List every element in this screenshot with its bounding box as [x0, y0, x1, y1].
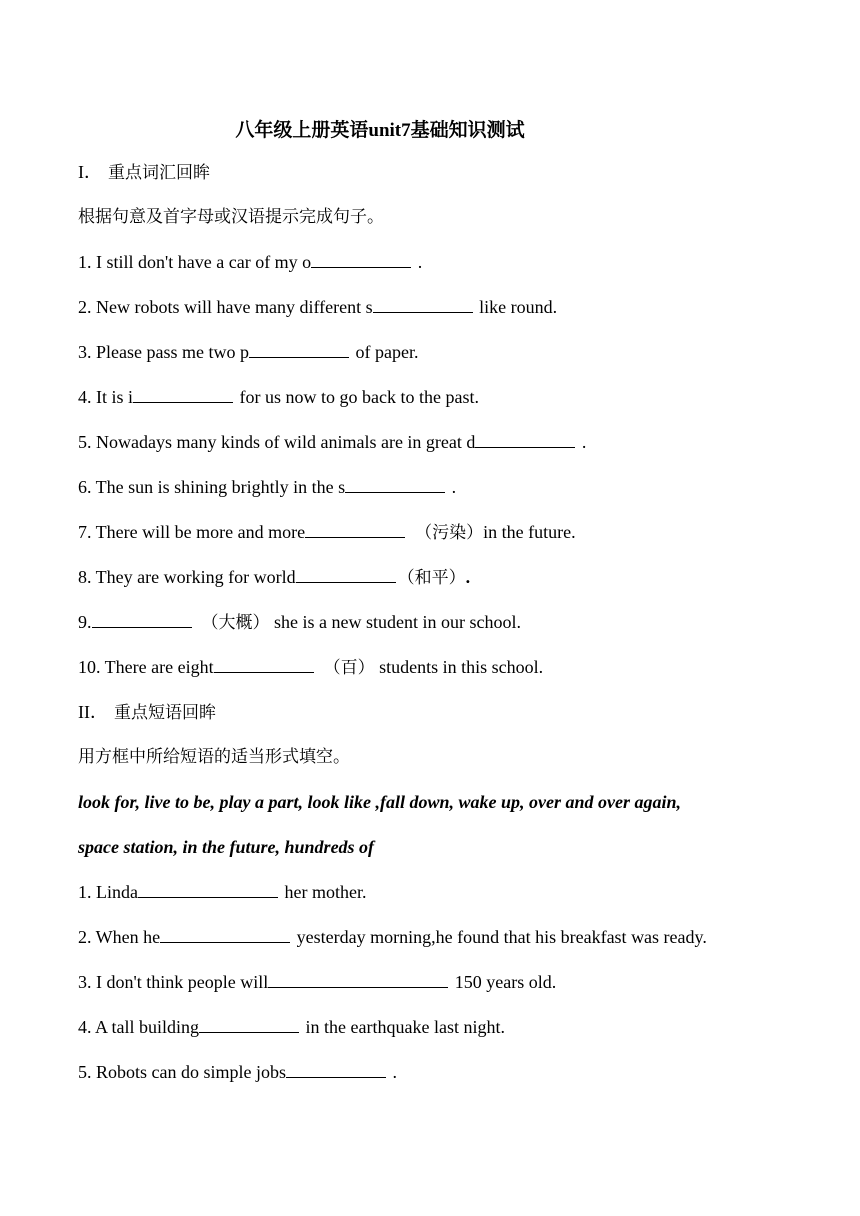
- item-text: like round.: [474, 297, 558, 317]
- chinese-hint: （污染）: [415, 523, 484, 543]
- vocab-item-4: [78, 385, 479, 409]
- item-text: she is a new student in our school.: [269, 612, 521, 632]
- answer-blank[interactable]: [296, 565, 396, 583]
- item-text: 6. The sun is shining brightly in the s: [78, 477, 346, 497]
- answer-blank[interactable]: [311, 250, 411, 268]
- item-text: .: [413, 252, 423, 272]
- vocab-item-9: [78, 610, 521, 635]
- item-text: 150 years old.: [450, 972, 557, 992]
- section1-heading: [78, 160, 210, 185]
- item-text: .: [465, 567, 471, 587]
- answer-blank[interactable]: [249, 340, 349, 358]
- answer-blank[interactable]: [268, 970, 448, 988]
- page-title: 八年级上册英语unit7基础知识测试: [235, 120, 525, 141]
- item-text: 1. I still don't have a car of my o: [78, 252, 312, 272]
- answer-blank[interactable]: [214, 655, 314, 673]
- item-text: 5. Nowadays many kinds of wild animals are in great d: [78, 432, 476, 452]
- phrase-item-5: [78, 1060, 397, 1084]
- item-text: in the earthquake last night.: [301, 1017, 505, 1037]
- item-text: 10. There are eight: [78, 657, 214, 677]
- phrase-box-line-1: look for, live to be, play a part, look like ,fall down, wake up, over and over again,: [78, 792, 681, 812]
- phrase-box-line-2: space station, in the future, hundreds of: [78, 837, 375, 857]
- vocab-item-10: [78, 655, 543, 680]
- item-text: 2. When he: [78, 927, 161, 947]
- answer-blank[interactable]: [92, 610, 192, 628]
- section2-heading: [78, 700, 216, 725]
- item-text: .: [388, 1062, 397, 1082]
- vocab-item-3: [78, 340, 418, 364]
- item-text: 2. New robots will have many different s: [78, 297, 373, 317]
- item-text: .: [577, 432, 587, 452]
- phrase-item-3: [78, 970, 556, 994]
- section1-number: I．: [78, 162, 102, 182]
- vocab-item-7: [78, 520, 576, 545]
- chinese-hint: （百）: [323, 658, 375, 678]
- item-text: her mother.: [280, 882, 367, 902]
- vocab-item-8: [78, 565, 470, 590]
- vocab-item-2: [78, 295, 557, 319]
- section2-number: II．: [78, 702, 108, 722]
- item-text: 8. They are working for world: [78, 567, 296, 587]
- item-text: in the future.: [483, 522, 576, 542]
- item-text: of paper.: [350, 342, 419, 362]
- item-text: 1. Linda: [78, 882, 138, 902]
- item-text: for us now to go back to the past.: [235, 387, 479, 407]
- item-text: yesterday morning,he found that his breakfast was ready.: [292, 927, 707, 947]
- answer-blank[interactable]: [305, 520, 405, 538]
- item-text: 3. Please pass me two p: [78, 342, 249, 362]
- section2-instruction: 用方框中所给短语的适当形式填空。: [78, 747, 350, 767]
- answer-blank[interactable]: [373, 295, 473, 313]
- answer-blank[interactable]: [286, 1060, 386, 1078]
- answer-blank[interactable]: [133, 385, 233, 403]
- phrase-item-4: [78, 1015, 505, 1039]
- section2-title: 重点短语回眸: [114, 703, 216, 723]
- answer-blank[interactable]: [160, 925, 290, 943]
- answer-blank[interactable]: [475, 430, 575, 448]
- item-text: 5. Robots can do simple jobs: [78, 1062, 286, 1082]
- phrase-item-2: [78, 925, 707, 949]
- chinese-hint: （大概）: [201, 613, 270, 633]
- item-text: 3. I don't think people will: [78, 972, 269, 992]
- item-text: students in this school.: [374, 657, 544, 677]
- chinese-hint: （和平）: [397, 568, 466, 588]
- item-text: 7. There will be more and more: [78, 522, 306, 542]
- section1-title: 重点词汇回眸: [108, 163, 210, 183]
- item-text: .: [447, 477, 457, 497]
- phrase-item-1: [78, 880, 366, 904]
- section1-instruction: 根据句意及首字母或汉语提示完成句子。: [78, 207, 384, 227]
- vocab-item-6: [78, 475, 456, 499]
- item-text: 9.: [78, 612, 92, 632]
- vocab-item-1: [78, 250, 422, 274]
- item-text: 4. It is i: [78, 387, 134, 407]
- answer-blank[interactable]: [138, 880, 278, 898]
- answer-blank[interactable]: [199, 1015, 299, 1033]
- vocab-item-5: [78, 430, 586, 454]
- item-text: 4. A tall building: [78, 1017, 200, 1037]
- answer-blank[interactable]: [345, 475, 445, 493]
